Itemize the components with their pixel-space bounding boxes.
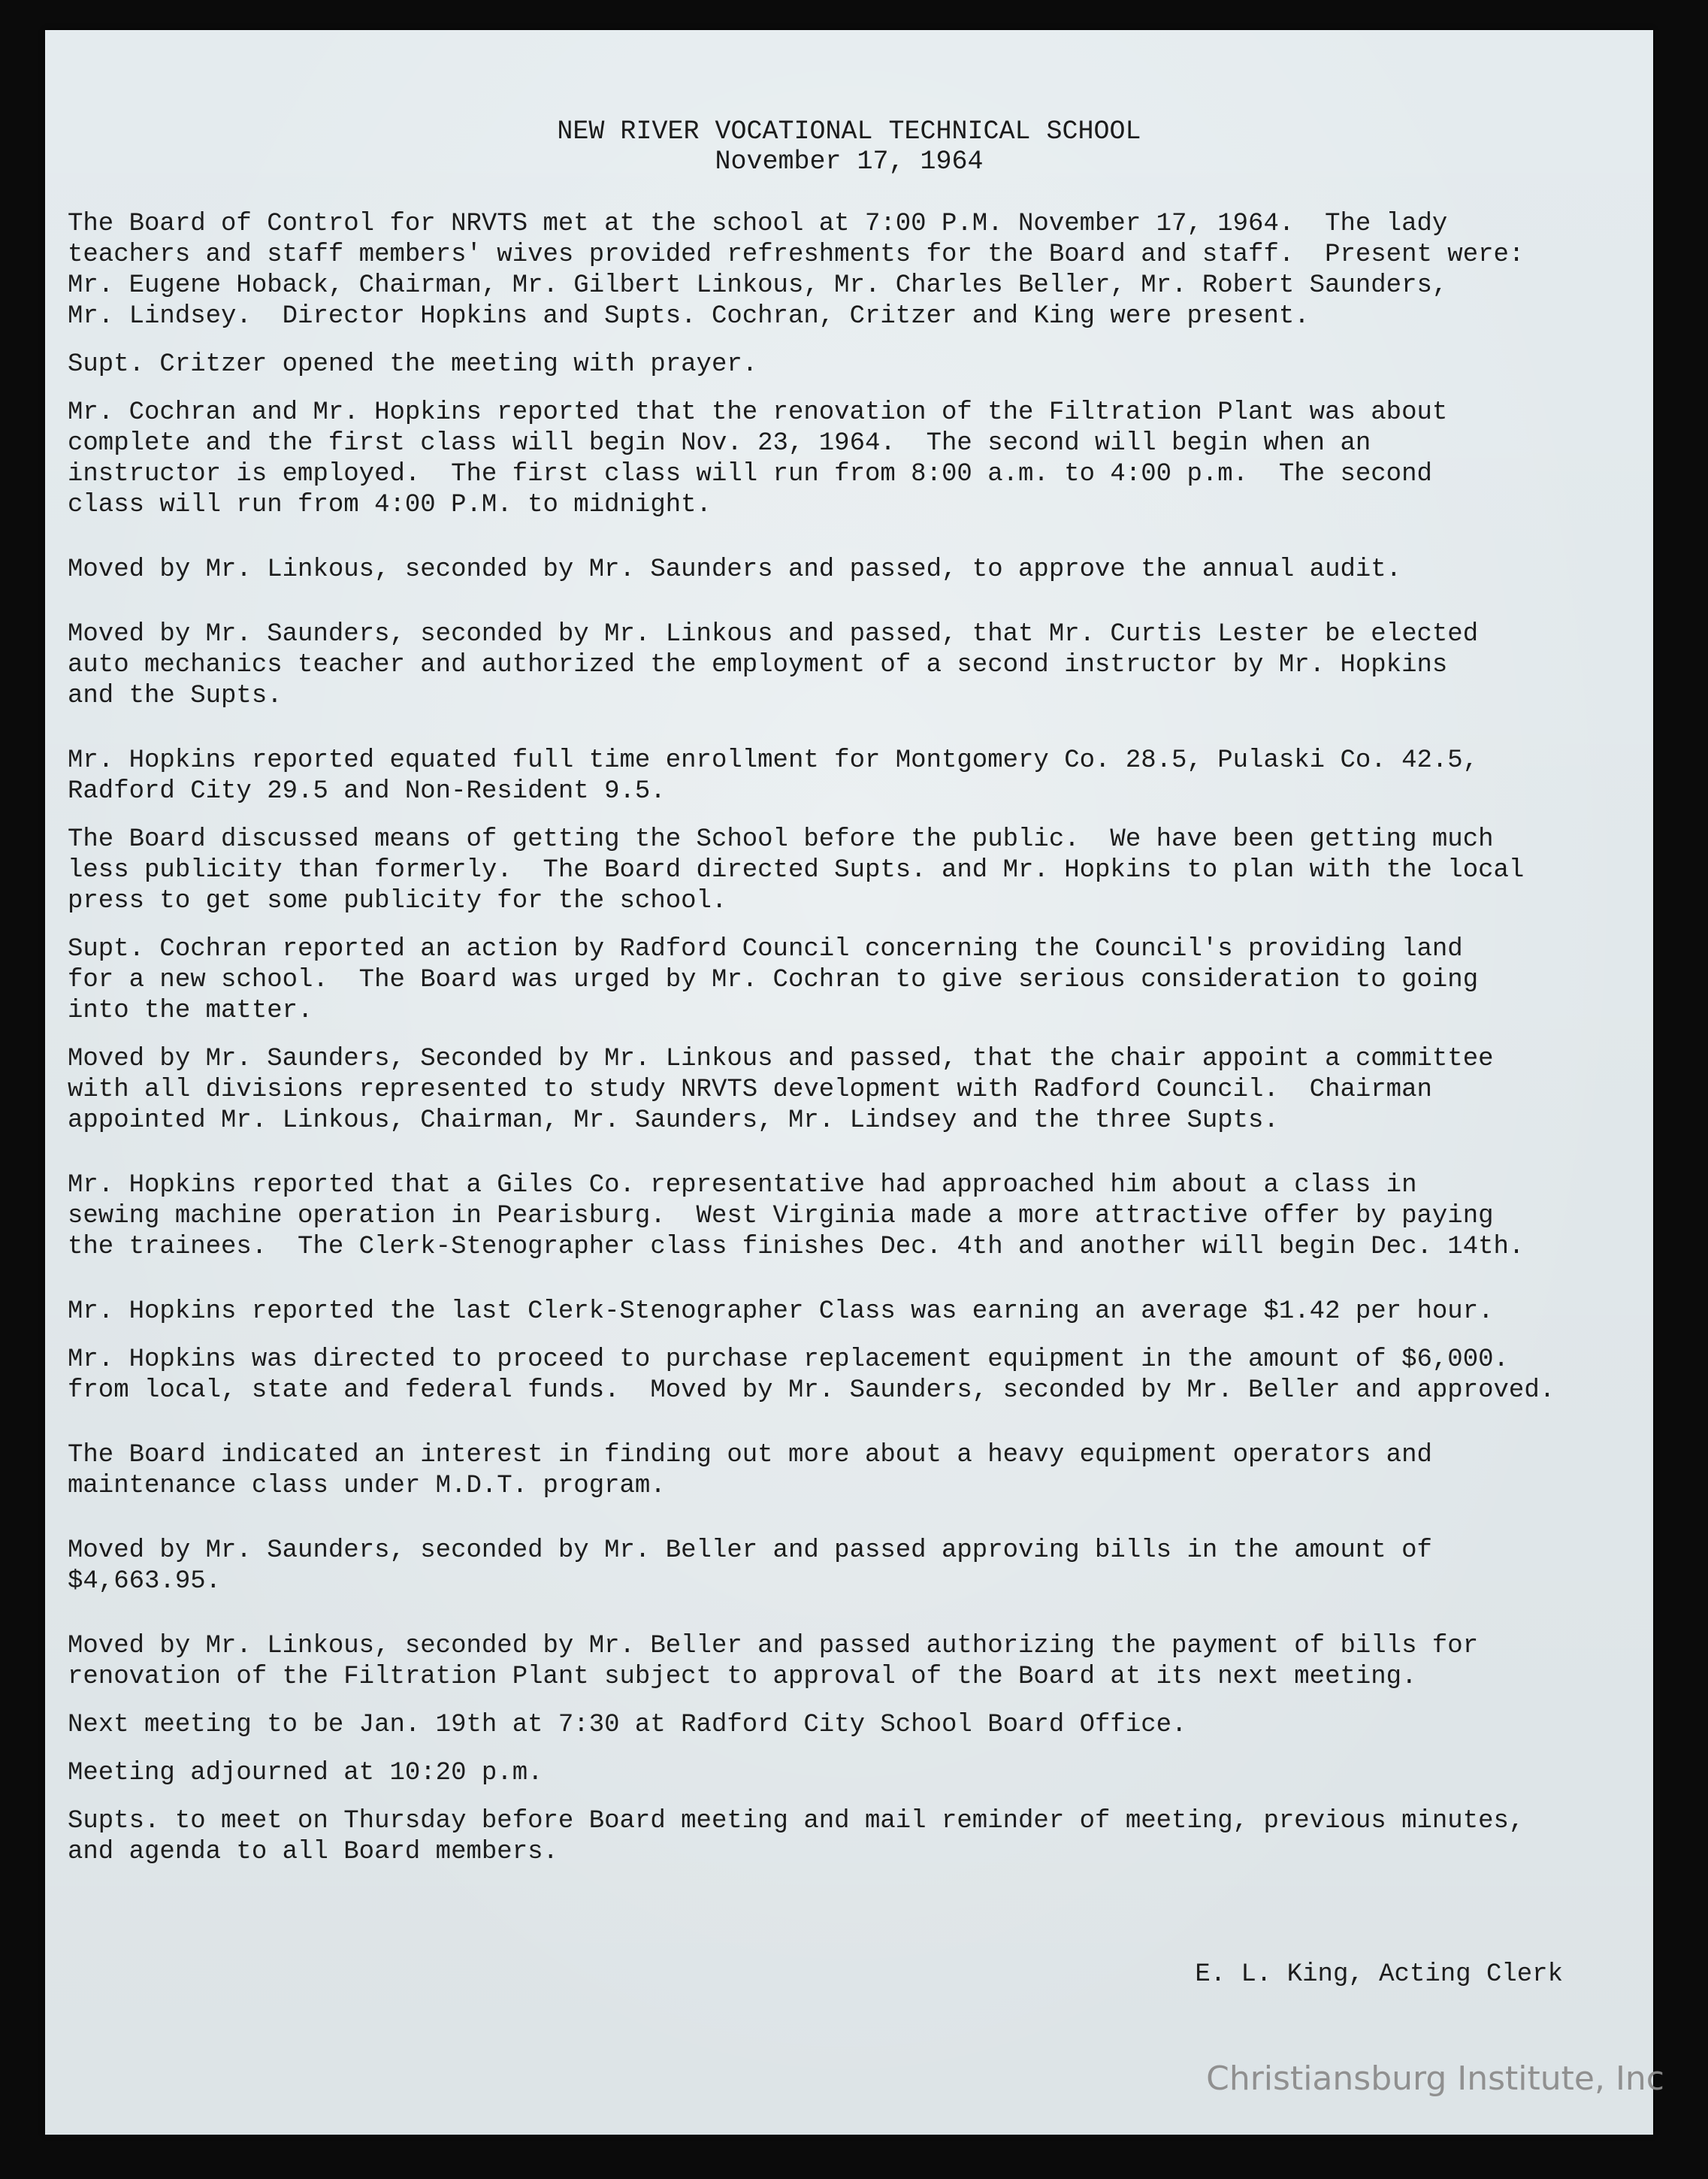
paragraph-heavy-equipment: The Board indicated an interest in finding out more about a heavy equipment operators and maintenance class under M.D.T. program.: [68, 1441, 1432, 1500]
watermark: Christiansburg Institute, Inc: [1206, 2059, 1664, 2098]
minutes-body: [68, 209, 1638, 1885]
paragraph-renovation-bills: Moved by Mr. Linkous, seconded by Mr. Beller and passed authorizing the payment of bills for renovation of the Filtration Plant subject to approval of the Board at its next meeting.: [68, 1632, 1479, 1691]
paragraph-supts-reminder: Supts. to meet on Thursday before Board meeting and mail reminder of meeting, previous minutes, and agenda to all Board members.: [68, 1807, 1525, 1866]
paragraph-filtration-plant: Mr. Cochran and Mr. Hopkins reported that the renovation of the Filtration Plant was about complete and the first class will begin Nov. 23, 1964. The second will begin when an instructor is employed. The first class will run from 8:00 a.m. to 4:00 p.m. The second class will run from 4:00 P.M. to midnight.: [68, 398, 1448, 519]
paragraph-committee: Moved by Mr. Saunders, Seconded by Mr. Linkous and passed, that the chair appoint a committee with all divisions represented to study NRVTS development with Radford Council. Chairman appointed Mr. Linkous, Chairman, Mr. Saunders, Mr. Lindsey and the three Supts.: [68, 1045, 1494, 1135]
paragraph-attendance: The Board of Control for NRVTS met at the school at 7:00 P.M. November 17, 1964. The lady teachers and staff members' wives provided refreshments for the Board and staff. Present were: Mr. Eugene Hoback, Chairman, Mr. Gilbert Linkous, Mr. Charles Beller, Mr. Robert Saunders, Mr. Lindsey. Director Hopkins and Supts. Cochran, Critzer and King were present.: [68, 210, 1525, 331]
paragraph-adjourned: Meeting adjourned at 10:20 p.m.: [68, 1759, 543, 1787]
paragraph-annual-audit: Moved by Mr. Linkous, seconded by Mr. Saunders and passed, to approve the annual audit.: [68, 555, 1402, 584]
paragraph-bills: Moved by Mr. Saunders, seconded by Mr. Beller and passed approving bills in the amount of $4,663.95.: [68, 1536, 1432, 1596]
paragraph-giles-county: Mr. Hopkins reported that a Giles Co. representative had approached him about a class in sewing machine operation in Pearisburg. West Virginia made a more attractive offer by paying the trainees. The Clerk-Stenographer class finishes Dec. 4th and another will begin Dec. 14th.: [68, 1171, 1525, 1261]
paragraph-auto-mechanics: Moved by Mr. Saunders, seconded by Mr. Linkous and passed, that Mr. Curtis Lester be elected auto mechanics teacher and authorized the employment of a second instructor by Mr. Hopkins and the Supts.: [68, 620, 1479, 710]
document-date: November 17, 1964: [715, 147, 984, 177]
document-page: [45, 30, 1653, 2135]
paragraph-prayer: Supt. Critzer opened the meeting with prayer.: [68, 350, 758, 379]
paragraph-radford-council: Supt. Cochran reported an action by Radford Council concerning the Council's providing land for a new school. The Board was urged by Mr. Cochran to give serious consideration to going into the matter.: [68, 935, 1479, 1025]
paragraph-clerk-earnings: Mr. Hopkins reported the last Clerk-Stenographer Class was earning an average $1.42 per hour.: [68, 1297, 1494, 1326]
paragraph-equipment: Mr. Hopkins was directed to proceed to purchase replacement equipment in the amount of $6,000. from local, state and federal funds. Moved by Mr. Saunders, seconded by Mr. Beller and approved.: [68, 1345, 1555, 1405]
paragraph-enrollment: Mr. Hopkins reported equated full time enrollment for Montgomery Co. 28.5, Pulaski Co. 42.5, Radford City 29.5 and Non-Resident 9.5.: [68, 746, 1479, 806]
clerk-signature: E. L. King, Acting Clerk: [1195, 1960, 1563, 1989]
paragraph-next-meeting: Next meeting to be Jan. 19th at 7:30 at Radford City School Board Office.: [68, 1711, 1187, 1739]
paragraph-publicity: The Board discussed means of getting the School before the public. We have been getting much less publicity than formerly. The Board directed Supts. and Mr. Hopkins to plan with the local press to get some publicity for the school.: [68, 825, 1525, 915]
document-title: NEW RIVER VOCATIONAL TECHNICAL SCHOOL: [557, 117, 1141, 147]
